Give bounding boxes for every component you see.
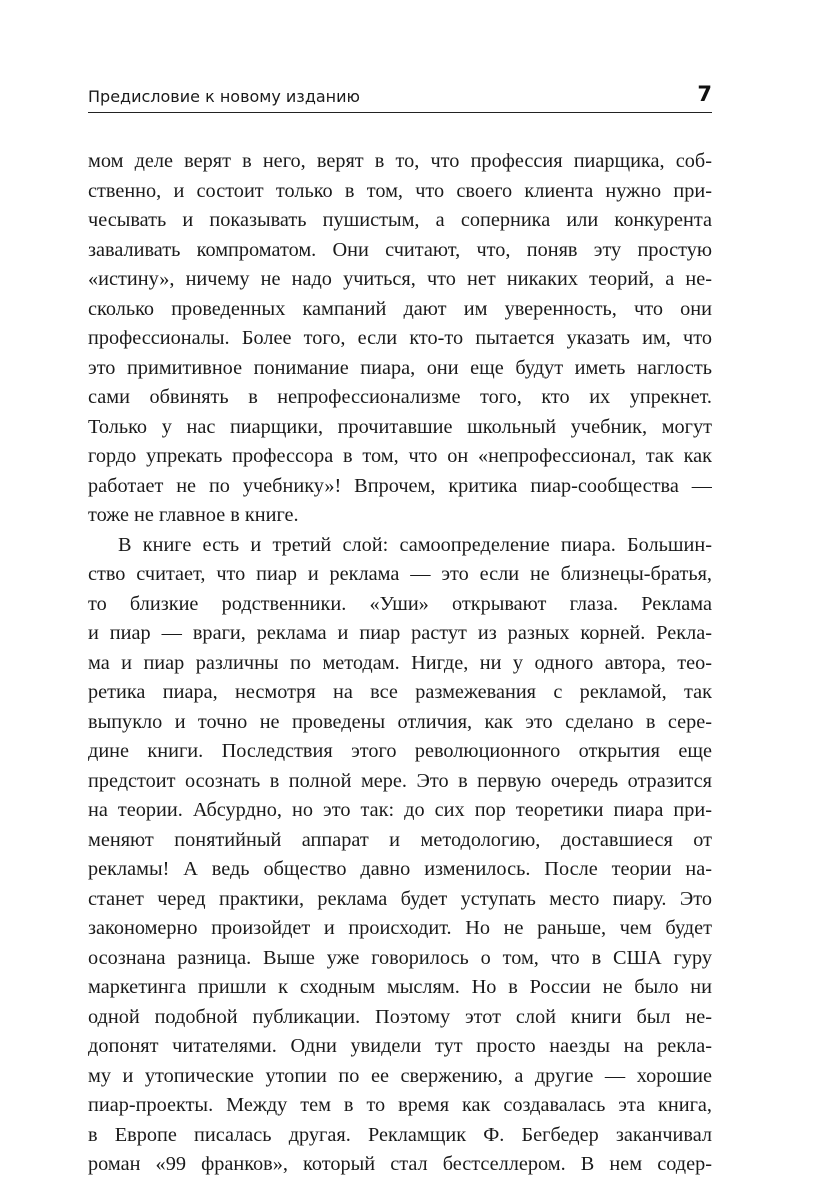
text-line: гордо упрекать профессора в том, что он «непрофессионал, так как xyxy=(88,445,712,467)
text-line: выпукло и точно не проведены отличия, как это сделано в сере- xyxy=(88,710,712,733)
text-line: пиар-проекты. Между тем в то время как создавалась эта книга, xyxy=(88,1094,712,1116)
text-line: сами обвинять в непрофессионализме того, кто их упрекнет. xyxy=(88,386,712,408)
running-header xyxy=(88,80,712,113)
text-line: мом деле верят в него, верят в то, что профессия пиарщика, соб- xyxy=(88,150,712,172)
text-line: допонят читателями. Одни увидели тут просто наезды на рекла- xyxy=(88,1035,712,1057)
text-line: закономерно произойдет и происходит. Но не раньше, чем будет xyxy=(88,917,712,939)
text-line: ственно, и состоит только в том, что своего клиента нужно при- xyxy=(88,179,712,202)
text-line: меняют понятийный аппарат и методологию, доставшиеся от xyxy=(88,828,712,851)
text-line: рекламы! А ведь общество давно изменилось. После теории на- xyxy=(88,858,712,880)
text-line: профессионалы. Более того, если кто-то пытается указать им, что xyxy=(88,327,712,349)
text-line: работает не по учебнику»! Впрочем, критика пиар-сообщества — xyxy=(88,474,712,497)
text-line: му и утопические утопии по ее свержению, а другие — хорошие xyxy=(88,1064,712,1087)
text-line: на теории. Абсурдно, но это так: до сих пор теоретики пиара при- xyxy=(88,799,712,821)
text-line: чесывать и показывать пушистым, а соперника или конкурента xyxy=(88,209,712,231)
text-line: ство считает, что пиар и реклама — это если не близнецы-братья, xyxy=(88,563,712,585)
text-line: ретика пиара, несмотря на все размежевания с рекламой, так xyxy=(88,681,712,703)
text-line: дине книги. Последствия этого революционного открытия еще xyxy=(88,740,712,762)
text-line: это примитивное понимание пиара, они еще будут иметь наглость xyxy=(88,356,712,379)
text-line: то близкие родственники. «Уши» открывают глаза. Реклама xyxy=(88,592,712,615)
text-line: маркетинга пришли к сходным мыслям. Но в России не было ни xyxy=(88,976,712,998)
paragraph-start-line: В книге есть и третий слой: самоопределение пиара. Большин- xyxy=(118,533,712,556)
text-line: в Европе писалась другая. Рекламщик Ф. Бегбедер заканчивал xyxy=(88,1123,712,1146)
text-line: и пиар — враги, реклама и пиар растут из разных корней. Рекла- xyxy=(88,622,712,644)
running-title: Предисловие к новому изданию xyxy=(88,87,361,106)
text-line: роман «99 франков», который стал бестселлером. В нем содер- xyxy=(88,1153,712,1175)
text-line: «истину», ничему не надо учиться, что нет никаких теорий, а не- xyxy=(88,268,712,290)
text-line: осознана разница. Выше уже говорилось о том, что в США гуру xyxy=(88,946,712,969)
body-text xyxy=(88,147,712,1180)
page-number: 7 xyxy=(697,82,712,106)
text-line: Только у нас пиарщики, прочитавшие школьный учебник, могут xyxy=(88,415,712,438)
text-line: ма и пиар различны по методам. Нигде, ни у одного автора, тео- xyxy=(88,651,712,674)
paragraph-end-line: тоже не главное в книге. xyxy=(88,504,299,526)
text-line: предстоит осознать в полной мере. Это в первую очередь отразится xyxy=(88,769,712,792)
text-line: сколько проведенных кампаний дают им уверенность, что они xyxy=(88,297,712,320)
text-line: одной подобной публикации. Поэтому этот слой книги был не- xyxy=(88,1005,712,1028)
text-line: заваливать компроматом. Они считают, что, поняв эту простую xyxy=(88,238,712,261)
text-line: станет черед практики, реклама будет уступать место пиару. Это xyxy=(88,887,712,910)
